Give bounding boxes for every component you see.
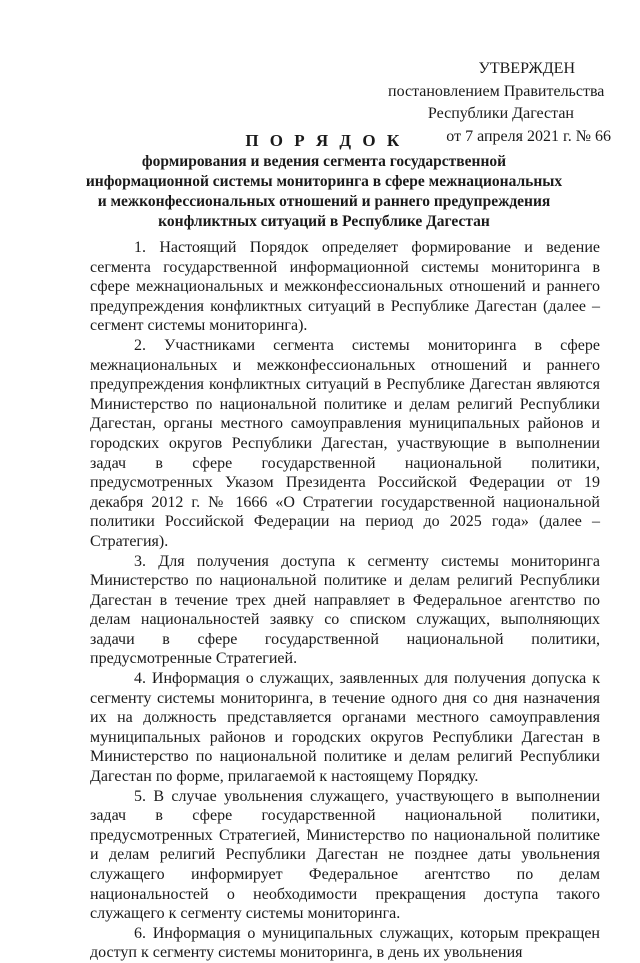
document-subtitle-line: формирования и ведения сегмента государственной (141, 153, 507, 170)
approval-line-date: от 7 апреля 2021 г. № 66 (446, 127, 611, 145)
paragraph-6: 6. Информация о муниципальных служащих, которым прекращен доступ к сегменту системы мониторинга, в день их увольнения (90, 924, 600, 962)
paragraph-1: 1. Настоящий Порядок определяет формирование и ведение сегмента государственной информационной системы мониторинга в сфере межнациональных и межконфессиональных отношений и раннего предупреждения конфликтных ситуаций в Республике Дагестан (далее – сегмент системы мониторинга). (90, 239, 600, 335)
paragraph-2: 2. Участниками сегмента системы мониторинга в сфере межнациональных и межконфессиональных отношений и раннего предупреждения конфликтных ситуаций в Республике Дагестан являются Министерство по национальной политике и делам религий Республики Дагестан, органы местного самоуправления муниципальных районов и городских округов Республики Дагестан, участвующие в выполнении задач в сфере государственной национальной политики, предусмотренных Указом Президента Российской Федерации от 19 декабря 2012 г. № 1666 «О Стратегии государственной национальной политики Российской Федерации на период до 2025 года» (далее – Стратегия). (90, 336, 600, 550)
document-subtitle-line: и межконфессиональных отношений и раннего предупреждения (97, 193, 551, 210)
document-subtitle-line: конфликтных ситуаций в Республике Дагестан (158, 213, 490, 230)
paragraph-3: 3. Для получения доступа к сегменту системы мониторинга Министерство по национальной политике и делам религий Республики Дагестан в течение трех дней направляет в Федеральное агентство по делам национальностей заявку со списком служащих, выполняющих задачи в сфере государственной национальной политики, предусмотренные Стратегией. (90, 552, 600, 668)
paragraph-5: 5. В случае увольнения служащего, участвующего в выполнении задач в сфере государственной национальной политики, предусмотренных Стратегией, Министерство по национальной политике и делам религий Республики Дагестан не позднее даты увольнения служащего информирует Федеральное агентство по делам национальностей о необходимости прекращения доступа такого служащего к сегменту системы мониторинга. (90, 787, 600, 923)
approval-title: УТВЕРЖДЕН (478, 60, 575, 77)
paragraph-4: 4. Информация о служащих, заявленных для получения допуска к сегменту системы мониторинга, в течение одного дня со дня назначения их на должность представляется органами местного самоуправления муниципальных районов и городских округов Республики Дагестан в Министерство по национальной политике и делам религий Республики Дагестан по форме, прилагаемой к настоящему Порядку. (90, 670, 600, 786)
approval-line-decree: постановлением Правительства (388, 82, 605, 100)
document-subtitle-line: информационной системы мониторинга в сфере межнациональных (85, 173, 563, 190)
approval-line-republic: Республики Дагестан (427, 105, 574, 122)
document-title: П О Р Я Д О К (245, 131, 403, 150)
document-heading (78, 130, 570, 232)
document-body (90, 238, 600, 963)
